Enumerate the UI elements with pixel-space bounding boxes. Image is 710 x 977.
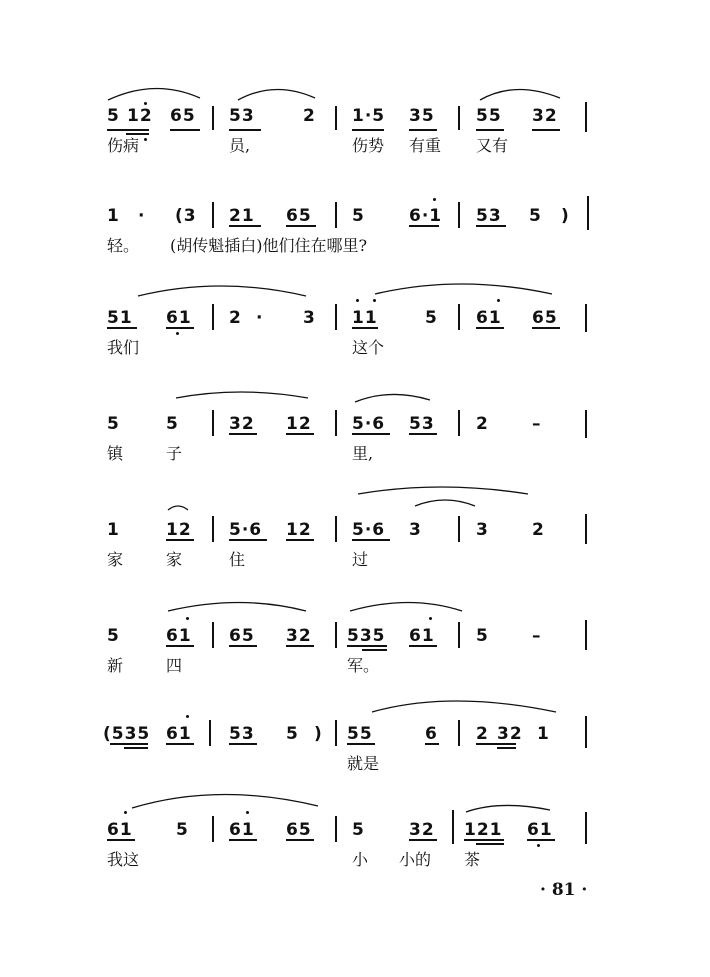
jianpu-note: 5: [425, 308, 438, 328]
jianpu-note: 2: [303, 106, 316, 126]
jianpu-note: 1·5: [352, 106, 386, 126]
jianpu-note: 65: [286, 820, 312, 840]
lyric-text: 子: [166, 444, 183, 463]
lyric-text: 里,: [352, 444, 374, 463]
jianpu-note: 12: [127, 106, 153, 126]
jianpu-note: 32: [229, 414, 255, 434]
jianpu-note: 65: [532, 308, 558, 328]
slur: [168, 506, 188, 510]
lyric-text: 轻。: [107, 236, 140, 255]
jianpu-note: 32: [532, 106, 558, 126]
jianpu-note: 6: [425, 724, 438, 744]
jianpu-note: 5: [107, 626, 120, 646]
jianpu-note: 5: [352, 820, 365, 840]
jianpu-note: 61: [166, 626, 192, 646]
lyric-text: 小: [352, 850, 369, 869]
lyric-text: 镇: [107, 444, 124, 463]
jianpu-note: 5: [107, 106, 120, 126]
jianpu-note: 53: [409, 414, 435, 434]
jianpu-note: 61: [409, 626, 435, 646]
lyric-text: 员,: [229, 136, 251, 155]
jianpu-note: 2: [532, 520, 545, 540]
jianpu-note: 1: [107, 206, 120, 226]
jianpu-note: 2: [229, 308, 242, 328]
jianpu-note: 32: [497, 724, 523, 744]
jianpu-note: 6·1: [409, 206, 443, 226]
jianpu-note: 61: [166, 308, 192, 328]
jianpu-note: 12: [286, 414, 312, 434]
jianpu-note: 55: [476, 106, 502, 126]
jianpu-note: ): [314, 724, 323, 744]
lyric-text: 又有: [476, 136, 509, 155]
jianpu-note: 5: [176, 820, 189, 840]
score-system: [0, 302, 710, 392]
lyric-text: 军。: [347, 656, 380, 675]
lyric-text: 住: [229, 550, 246, 569]
jianpu-note: 53: [229, 106, 255, 126]
jianpu-note: 121: [464, 820, 503, 840]
jianpu-note: 3: [409, 520, 422, 540]
score-system: [0, 514, 710, 604]
lyric-text: 小的: [399, 850, 432, 869]
jianpu-note: 1: [107, 520, 120, 540]
jianpu-note: 5·6: [352, 414, 386, 434]
jianpu-note: (3: [175, 206, 197, 226]
slur: [176, 392, 308, 398]
jianpu-note: ·: [256, 308, 264, 328]
jianpu-note: 65: [229, 626, 255, 646]
lyric-text: 四: [166, 656, 183, 675]
jianpu-note: 12: [166, 520, 192, 540]
lyric-text: 家: [166, 550, 183, 569]
jianpu-note: 2: [476, 414, 489, 434]
jianpu-note: ·: [138, 206, 146, 226]
jianpu-note: 65: [286, 206, 312, 226]
jianpu-note: –: [532, 414, 542, 434]
jianpu-note: 5·6: [352, 520, 386, 540]
score-system: [0, 620, 710, 710]
jianpu-note: 35: [409, 106, 435, 126]
page-number: · 81 ·: [540, 880, 588, 900]
slur: [108, 88, 200, 100]
jianpu-note: 21: [229, 206, 255, 226]
lyric-text: 这个: [352, 338, 385, 357]
lyric-text: 伤病: [107, 136, 140, 155]
lyric-text: 我们: [107, 338, 140, 357]
jianpu-note: 61: [229, 820, 255, 840]
jianpu-note: 3: [476, 520, 489, 540]
lyric-text: (胡传魁插白)他们住在哪里?: [170, 236, 368, 255]
jianpu-note: 535: [347, 626, 386, 646]
lyric-text: 茶: [464, 850, 481, 869]
jianpu-note: 53: [476, 206, 502, 226]
jianpu-note: 61: [476, 308, 502, 328]
score-system: [0, 100, 710, 190]
slur: [355, 394, 430, 402]
jianpu-note: 12: [286, 520, 312, 540]
jianpu-note: 51: [107, 308, 133, 328]
jianpu-note: 5: [352, 206, 365, 226]
jianpu-note: 5: [529, 206, 542, 226]
jianpu-note: –: [532, 626, 542, 646]
lyric-text: 家: [107, 550, 124, 569]
jianpu-note: 55: [347, 724, 373, 744]
jianpu-note: 3: [303, 308, 316, 328]
jianpu-note: (535: [103, 724, 151, 744]
jianpu-note: 61: [527, 820, 553, 840]
jianpu-note: 32: [286, 626, 312, 646]
jianpu-note: 61: [107, 820, 133, 840]
jianpu-note: ): [561, 206, 570, 226]
slur: [480, 89, 560, 100]
jianpu-note: 11: [352, 308, 378, 328]
jianpu-note: 5: [107, 414, 120, 434]
lyric-text: 新: [107, 656, 124, 675]
slur: [238, 89, 315, 100]
score-system: [0, 814, 710, 904]
jianpu-note: 65: [170, 106, 196, 126]
score-system: [0, 718, 710, 808]
jianpu-note: 32: [409, 820, 435, 840]
slur: [415, 500, 475, 506]
score-system: [0, 200, 710, 290]
lyric-text: 我这: [107, 850, 140, 869]
lyric-text: 就是: [347, 754, 380, 773]
jianpu-note: 53: [229, 724, 255, 744]
jianpu-note: 5: [166, 414, 179, 434]
jianpu-note: 61: [166, 724, 192, 744]
jianpu-note: 5·6: [229, 520, 263, 540]
jianpu-note: 5: [286, 724, 299, 744]
lyric-text: 有重: [409, 136, 442, 155]
lyric-text: 过: [352, 550, 369, 569]
jianpu-note: 2: [476, 724, 489, 744]
jianpu-note: 5: [476, 626, 489, 646]
jianpu-note: 1: [537, 724, 550, 744]
score-system: [0, 408, 710, 498]
lyric-text: 伤势: [352, 136, 385, 155]
